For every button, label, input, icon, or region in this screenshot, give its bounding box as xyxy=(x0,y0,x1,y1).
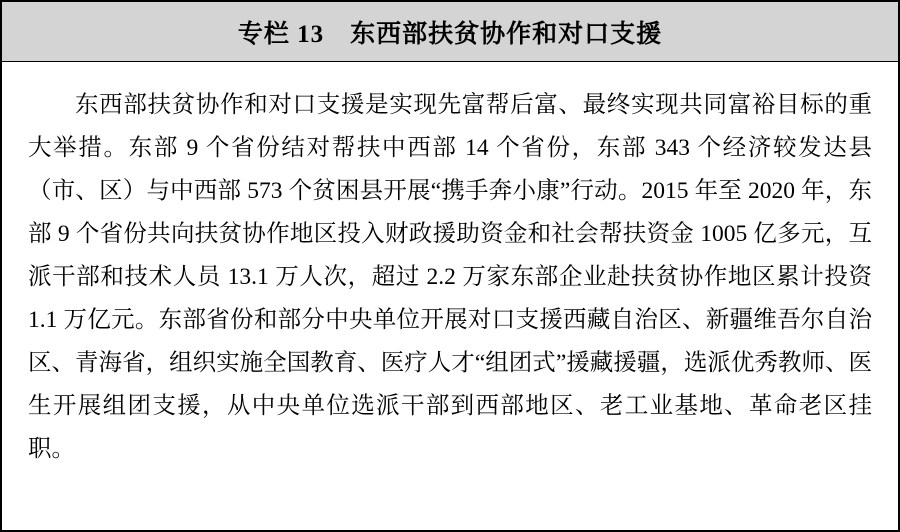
feature-box-paragraph: 东西部扶贫协作和对口支援是实现先富帮后富、最终实现共同富裕目标的重大举措。东部 9 个省份结对帮扶中西部 14 个省份，东部 343 个经济较发达县（市、区）与中西部 573 个贫困县开展“携手奔小康”行动。2015 年至 2020 年，东部 9 个省份共向扶贫协作地区投入财政援助资金和社会帮扶资金 1005 亿多元，互派干部和技术人员 13.1 万人次，超过 2.2 万家东部企业赴扶贫协作地区累计投资 1.1 万亿元。东部省份和部分中央单位开展对口支援西藏自治区、新疆维吾尔自治区、青海省，组织实施全国教育、医疗人才“组团式”援藏援疆，选派优秀教师、医生开展组团支援，从中央单位选派干部到西部地区、老工业基地、革命老区挂职。 xyxy=(28,92,872,462)
feature-box-body xyxy=(2,62,898,530)
feature-box-header xyxy=(2,2,898,62)
feature-box-title: 专栏 13 东西部扶贫协作和对口支援 xyxy=(237,20,663,48)
